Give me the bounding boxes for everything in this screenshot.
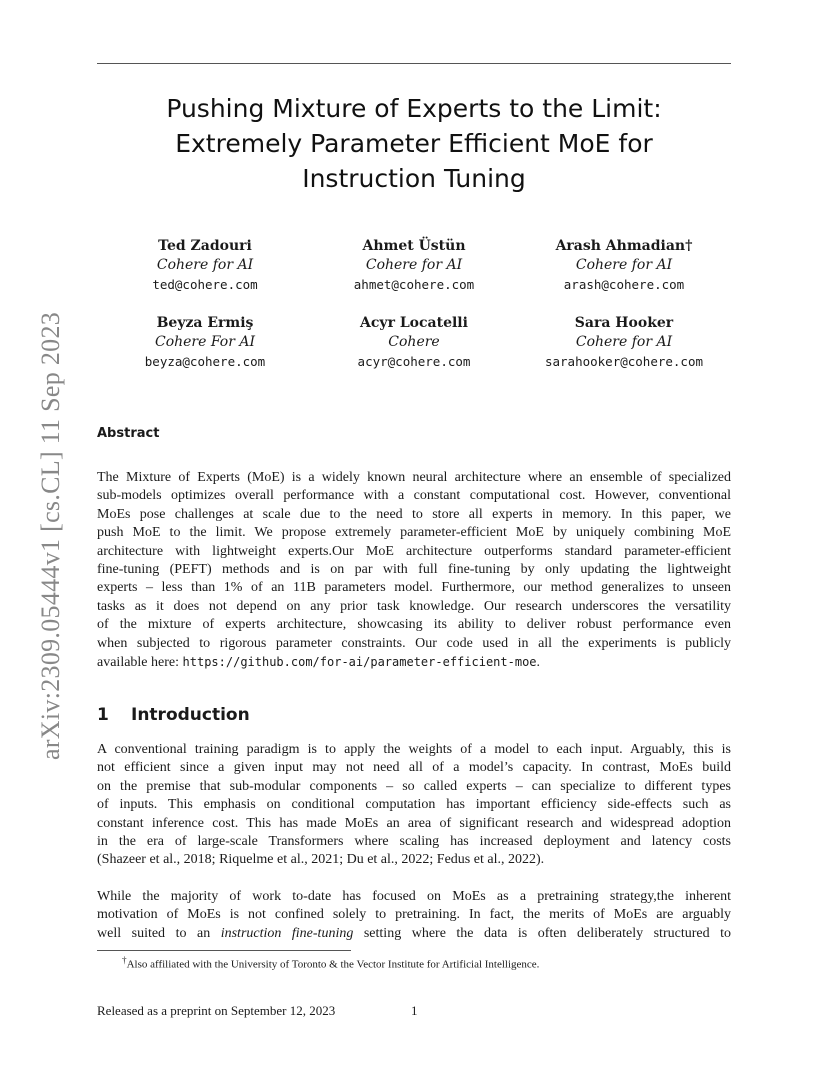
intro-line: not efficient since a given input may not need all of a model’s capacity. In contrast, MoEs build (97, 760, 731, 776)
footnote-text: Also affiliated with the University of Toronto & the Vector Institute for Artificial Intelligence. (126, 958, 540, 971)
author-email[interactable]: sarahooker@cohere.com (544, 354, 704, 369)
arxiv-identifier: arXiv:2309.05444v1 [cs.CL] 11 Sep 2023 (36, 311, 65, 760)
abstract-line: architecture with lightweight experts.Our MoE architecture outperforms standard parameter-efficient (97, 543, 731, 559)
intro-line: constant inference cost. This has made MoEs an area of significant research and widespread adoption (97, 815, 731, 831)
emphasis-text: instruction fine-tuning (220, 925, 354, 941)
author-email[interactable]: ahmet@cohere.com (353, 277, 475, 292)
author-name: Sara Hooker (574, 315, 674, 331)
abstract-line: sub-models optimizes overall performance with a constant computational cost. However, conventional (97, 488, 731, 504)
section-title: Introduction (131, 705, 250, 725)
footer-text: Released as a preprint on September 12, 2023 (97, 1003, 336, 1018)
author-block (514, 237, 734, 294)
abstract-line: tasks as it does not depend on any prior task knowledge. Our research underscores the versatility (97, 598, 731, 614)
author-affiliation: Cohere for AI (156, 257, 254, 273)
abstract-line: MoEs pose challenges at scale due to the need to store all experts in memory. In this paper, we (97, 506, 731, 522)
abstract-last-prefix: available here: (97, 654, 183, 670)
paper-title (97, 91, 731, 196)
author-affiliation: Cohere For AI (154, 334, 256, 350)
author-block (304, 314, 524, 371)
footnote-rule (97, 950, 351, 951)
abstract-line: of the mixture of experts architecture, showcasing its ability to deliver robust performance even (97, 617, 731, 633)
intro-line: of inputs. This emphasis on conditional computation has important efficiency side-effects such as (97, 797, 731, 813)
author-affiliation: Cohere for AI (575, 257, 673, 273)
abstract-last-suffix: . (536, 654, 541, 670)
intro-line-prefix: well suited to an (97, 925, 221, 941)
author-name: Ted Zadouri (158, 238, 252, 254)
abstract-body (97, 469, 731, 671)
author-name: Ahmet Üstün (362, 238, 466, 254)
author-block (514, 314, 734, 371)
title-line: Extremely Parameter Efficient MoE for (175, 129, 653, 158)
page-number: 1 (411, 1003, 418, 1018)
intro-line (97, 925, 731, 943)
abstract-line: when subjected to rigorous parameter constraints. Our code used in all the experiments is publicly (97, 635, 731, 651)
author-block (95, 314, 315, 371)
footnote (122, 955, 539, 971)
intro-line: on the premise that sub-modular components – so called experts – can specialize to different types (97, 778, 731, 794)
intro-line: in the era of large-scale Transformers where scaling has increased deployment and latency costs (97, 833, 731, 849)
author-name: Acyr Locatelli (360, 315, 468, 331)
abstract-line: experts – less than 1% of an 11B parameters model. Furthermore, our method generalizes to unseen (97, 580, 731, 596)
author-affiliation: Cohere (388, 334, 440, 350)
author-name: Beyza Ermiş (156, 315, 254, 331)
intro-paragraph-2 (97, 888, 731, 943)
top-rule (97, 63, 731, 64)
intro-line: (Shazeer et al., 2018; Riquelme et al., 2021; Du et al., 2022; Fedus et al., 2022). (97, 852, 545, 868)
section-number: 1 (97, 705, 109, 725)
intro-line: A conventional training paradigm is to apply the weights of a model to each input. Arguably, this is (97, 742, 731, 757)
footnote-mark: † (122, 955, 127, 965)
title-line: Pushing Mixture of Experts to the Limit: (166, 94, 662, 123)
code-url-link[interactable]: https://github.com/for-ai/parameter-efficient-moe (182, 654, 537, 669)
author-affiliation: Cohere for AI (365, 257, 463, 273)
author-email[interactable]: ted@cohere.com (152, 277, 258, 292)
intro-paragraph-1 (97, 741, 731, 870)
title-line: Instruction Tuning (302, 164, 526, 193)
author-name: Arash Ahmadian† (555, 238, 693, 254)
author-block (304, 237, 524, 294)
author-block (95, 237, 315, 294)
intro-line-suffix: setting where the data is often deliberately structured to (353, 925, 731, 941)
section-heading (97, 705, 250, 725)
author-affiliation: Cohere for AI (575, 334, 673, 350)
author-email[interactable]: beyza@cohere.com (144, 354, 266, 369)
abstract-line (97, 653, 731, 671)
author-email[interactable]: arash@cohere.com (563, 277, 685, 292)
intro-line: While the majority of work to-date has focused on MoEs as a pretraining strategy,the inherent (97, 889, 731, 904)
intro-line: motivation of MoEs is not confined solely to pretraining. In fact, the merits of MoEs are arguably (97, 907, 731, 923)
abstract-line: The Mixture of Experts (MoE) is a widely known neural architecture where an ensemble of specialized (97, 470, 731, 485)
abstract-line: push MoE to the limit. We propose extremely parameter-efficient MoE by uniquely combining MoE (97, 525, 731, 541)
abstract-line: fine-tuning (PEFT) methods and is on par with full fine-tuning by only updating the lightweight (97, 561, 731, 577)
abstract-heading: Abstract (97, 426, 160, 441)
author-email[interactable]: acyr@cohere.com (357, 354, 471, 369)
